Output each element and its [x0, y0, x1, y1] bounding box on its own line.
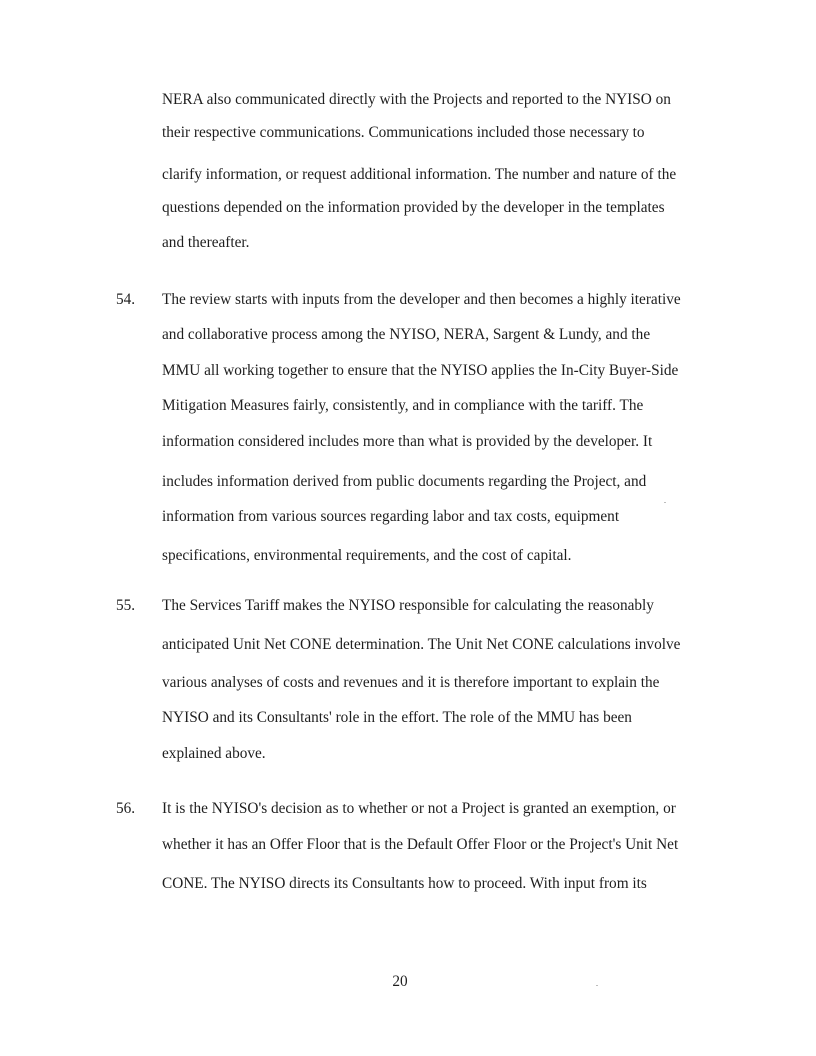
paragraph-number: 55. [116, 597, 136, 614]
text-line: NYISO and its Consultants' role in the effort. The role of the MMU has been [162, 709, 632, 726]
text-line: NERA also communicated directly with the Projects and reported to the NYISO on [162, 91, 671, 108]
text-line: their respective communications. Communications included those necessary to [162, 124, 645, 141]
text-line: whether it has an Offer Floor that is the Default Offer Floor or the Project's Unit Net [162, 836, 679, 853]
scan-speck [664, 502, 666, 503]
text-line: MMU all working together to ensure that the NYISO applies the In-City Buyer-Side [162, 362, 679, 379]
text-line: specifications, environmental requirements, and the cost of capital. [162, 547, 572, 564]
text-line: includes information derived from public documents regarding the Project, and [162, 473, 647, 490]
text-line: information from various sources regarding labor and tax costs, equipment [162, 508, 620, 525]
page-number: 20 [392, 973, 408, 990]
paragraph-number: 54. [116, 291, 136, 308]
text-line: CONE. The NYISO directs its Consultants how to proceed. With input from its [162, 875, 647, 892]
text-line: The Services Tariff makes the NYISO responsible for calculating the reasonably [162, 597, 654, 614]
text-line: anticipated Unit Net CONE determination. The Unit Net CONE calculations involve [162, 636, 681, 653]
text-line: It is the NYISO's decision as to whether or not a Project is granted an exemption, or [162, 800, 676, 817]
text-line: and thereafter. [162, 234, 250, 251]
text-line: explained above. [162, 745, 266, 762]
text-line: various analyses of costs and revenues and it is therefore important to explain the [162, 674, 660, 691]
text-line: The review starts with inputs from the developer and then becomes a highly iterative [162, 291, 681, 308]
text-line: information considered includes more than what is provided by the developer. It [162, 433, 653, 450]
text-line: questions depended on the information provided by the developer in the templates [162, 199, 665, 216]
text-line: Mitigation Measures fairly, consistently, and in compliance with the tariff. The [162, 397, 644, 414]
text-line: clarify information, or request additional information. The number and nature of the [162, 166, 677, 183]
text-line: and collaborative process among the NYISO, NERA, Sargent & Lundy, and the [162, 326, 651, 343]
paragraph-number: 56. [116, 800, 136, 817]
scan-speck [596, 985, 598, 986]
